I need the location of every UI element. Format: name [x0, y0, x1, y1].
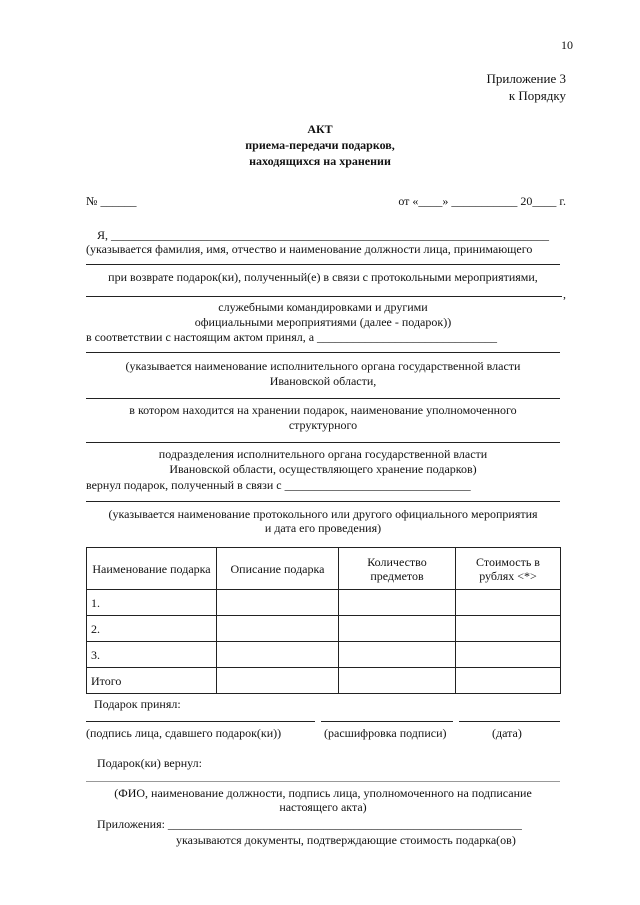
header-gift-name: Наименование подарка: [87, 548, 217, 590]
subdivision-line-2: Ивановской области, осуществляющего хранение подарков): [169, 462, 477, 476]
comma: ,: [563, 287, 566, 301]
blank-line: [86, 398, 560, 399]
table-cell: [339, 590, 456, 616]
return-line: при возврате подарок(ки), полученный(е) в связи с протокольными мероприятиями,: [108, 270, 538, 284]
table-cell: 3.: [87, 642, 217, 668]
table-row: [87, 642, 561, 668]
header-item-count: Количество предметов: [339, 548, 456, 590]
act-date-field: от «____» ___________ 20____ г.: [398, 194, 566, 208]
table-cell: Итого: [87, 668, 217, 694]
signature-line-giver: [86, 721, 315, 722]
table-cell: [217, 590, 339, 616]
appendix-note: [486, 70, 566, 104]
blank-line: [86, 264, 560, 265]
caption-authorized-2: настоящего акта): [279, 800, 367, 814]
caption-authorized-1: (ФИО, наименование должности, подпись лица, уполномоченного на подписание: [114, 786, 532, 800]
caption-org-2: Ивановской области,: [269, 374, 377, 388]
name-field: Я, _________________________________________________________________________: [97, 228, 550, 242]
returned-line: вернул подарок, полученный в связи с _______________________________: [86, 478, 471, 492]
caption-date: (дата): [492, 726, 522, 740]
table-header-row: [87, 548, 561, 590]
blank-line: [86, 501, 560, 502]
returned-label: Подарок(ки) вернул:: [97, 756, 202, 770]
accepted-label: Подарок принял:: [94, 697, 181, 711]
appendix-line-2: к Порядку: [508, 88, 566, 103]
blank-line: [86, 352, 560, 353]
table-cell: 2.: [87, 616, 217, 642]
trips-line-2: официальными мероприятиями (далее - подарок)): [194, 315, 452, 329]
table-cell: [456, 642, 561, 668]
table-cell: [339, 642, 456, 668]
signature-line-decoding: [321, 721, 453, 722]
accordance-line: в соответствии с настоящим актом принял, а ______________________________: [86, 330, 498, 344]
caption-org-1: (указывается наименование исполнительного органа государственной власти: [125, 359, 521, 373]
title-line-3: находящихся на хранении: [249, 154, 391, 168]
table-cell: [217, 668, 339, 694]
act-number-field: № ______: [86, 194, 137, 208]
blank-line: [86, 442, 560, 443]
page-number: 10: [561, 38, 573, 52]
trips-line-1: служебными командировками и другими: [218, 300, 428, 314]
gifts-table: [86, 547, 561, 694]
attachments-field: Приложения: ___________________________________________________________: [97, 817, 522, 831]
table-cell: [339, 616, 456, 642]
table-row-total: [87, 668, 561, 694]
caption-event-2: и дата его проведения): [264, 521, 382, 535]
appendix-line-1: Приложение 3: [486, 71, 566, 86]
storage-line-2: структурного: [288, 418, 358, 432]
header-value-rub: Стоимость в рублях <*>: [456, 548, 561, 590]
document-title: [0, 121, 640, 169]
table-cell: [456, 668, 561, 694]
caption-decoding: (расшифровка подписи): [324, 726, 447, 740]
table-cell: [217, 616, 339, 642]
table-cell: [456, 616, 561, 642]
table-row: [87, 616, 561, 642]
caption-giver-signature: (подпись лица, сдавшего подарок(ки)): [86, 726, 282, 740]
caption-person: (указывается фамилия, имя, отчество и наименование должности лица, принимающего: [86, 242, 533, 256]
table-cell: 1.: [87, 590, 217, 616]
subdivision-line-1: подразделения исполнительного органа государственной власти: [158, 447, 488, 461]
table-cell: [339, 668, 456, 694]
caption-event-1: (указывается наименование протокольного или другого официального мероприятия: [108, 507, 538, 521]
blank-line: [86, 781, 560, 782]
header-gift-description: Описание подарка: [217, 548, 339, 590]
table-cell: [456, 590, 561, 616]
signature-line-date: [459, 721, 560, 722]
title-line-2: приема-передачи подарков,: [245, 138, 395, 152]
storage-line-1: в котором находится на хранении подарок, наименование уполномоченного: [129, 403, 517, 417]
table-row: [87, 590, 561, 616]
table-cell: [217, 642, 339, 668]
caption-attachments: указываются документы, подтверждающие стоимость подарка(ов): [176, 833, 516, 847]
blank-line: [86, 296, 562, 297]
title-line-1: АКТ: [307, 122, 333, 136]
